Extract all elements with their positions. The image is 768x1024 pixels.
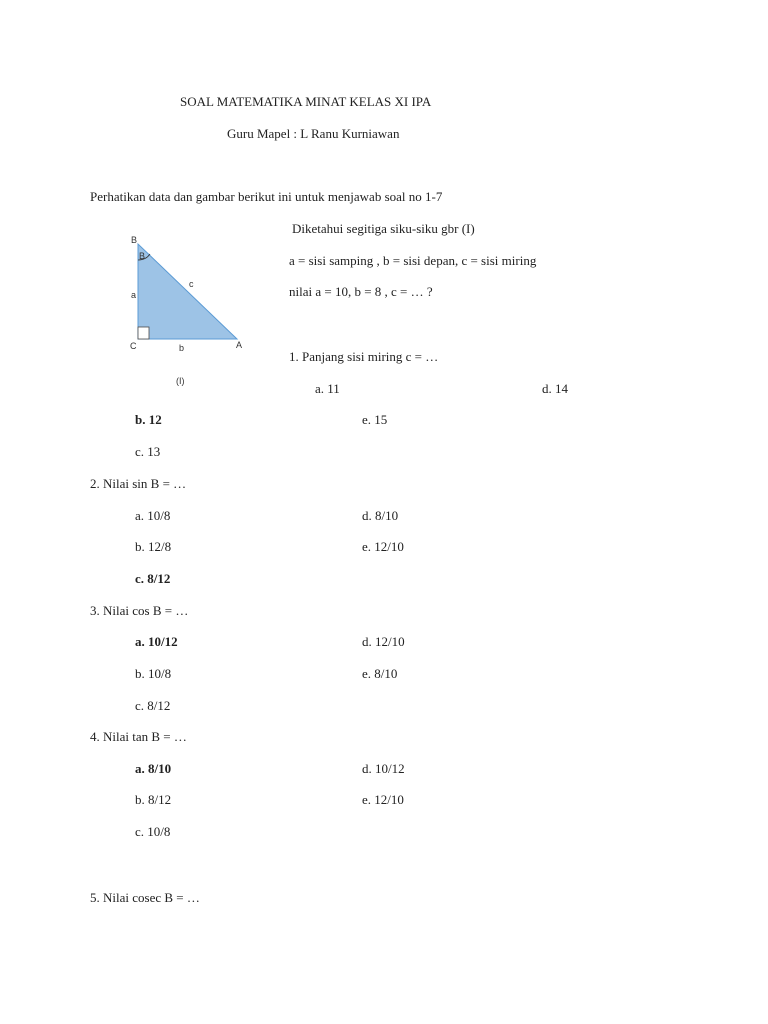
- given-line-2: a = sisi samping , b = sisi depan, c = sisi miring: [289, 253, 537, 268]
- given-line-3: nilai a = 10, b = 8 , c = … ?: [289, 284, 433, 299]
- question-3-option-b: b. 10/8: [135, 666, 172, 681]
- question-1-option-b-answer: b. 12: [135, 412, 162, 427]
- angle-b-label: B: [139, 251, 146, 261]
- question-3-option-a-answer: a. 10/12: [135, 634, 178, 649]
- question-3-option-e: e. 8/10: [362, 666, 398, 681]
- question-2-option-c-answer: c. 8/12: [135, 571, 171, 586]
- right-angle-marker: [138, 327, 149, 339]
- question-4-prompt: 4. Nilai tan B = …: [90, 729, 187, 744]
- question-2-option-d: d. 8/10: [362, 508, 399, 523]
- question-3-prompt: 3. Nilai cos B = …: [90, 603, 189, 618]
- question-1-option-e: e. 15: [362, 412, 388, 427]
- question-4-option-d: d. 10/12: [362, 761, 405, 776]
- instruction-text: Perhatikan data dan gambar berikut ini untuk menjawab soal no 1-7: [90, 189, 443, 204]
- side-b-label: b: [179, 343, 185, 353]
- vertex-b-label: B: [131, 235, 138, 245]
- vertex-a-label: A: [236, 340, 243, 350]
- figure-caption: (I): [176, 376, 185, 386]
- side-a-label: a: [131, 290, 137, 300]
- side-c-label: c: [189, 279, 194, 289]
- right-triangle-figure: [112, 222, 272, 400]
- triangle-shape: [138, 244, 237, 339]
- question-3-option-d: d. 12/10: [362, 634, 405, 649]
- question-1-prompt: 1. Panjang sisi miring c = …: [289, 349, 439, 364]
- vertex-c-label: C: [130, 341, 137, 351]
- teacher-name: Guru Mapel : L Ranu Kurniawan: [227, 126, 400, 141]
- question-1-option-d: d. 14: [542, 381, 568, 396]
- document-title: SOAL MATEMATIKA MINAT KELAS XI IPA: [180, 94, 432, 109]
- question-5-prompt: 5. Nilai cosec B = …: [90, 890, 200, 905]
- question-2-prompt: 2. Nilai sin B = …: [90, 476, 187, 491]
- question-2-option-b: b. 12/8: [135, 539, 172, 554]
- question-2-option-a: a. 10/8: [135, 508, 171, 523]
- question-2-option-e: e. 12/10: [362, 539, 404, 554]
- question-4-option-a-answer: a. 8/10: [135, 761, 172, 776]
- question-4-option-c: c. 10/8: [135, 824, 171, 839]
- question-4-option-e: e. 12/10: [362, 792, 404, 807]
- question-1-option-a: a. 11: [315, 381, 340, 396]
- question-3-option-c: c. 8/12: [135, 698, 171, 713]
- given-line-1: Diketahui segitiga siku-siku gbr (I): [292, 221, 475, 236]
- question-1-option-c: c. 13: [135, 444, 161, 459]
- question-4-option-b: b. 8/12: [135, 792, 172, 807]
